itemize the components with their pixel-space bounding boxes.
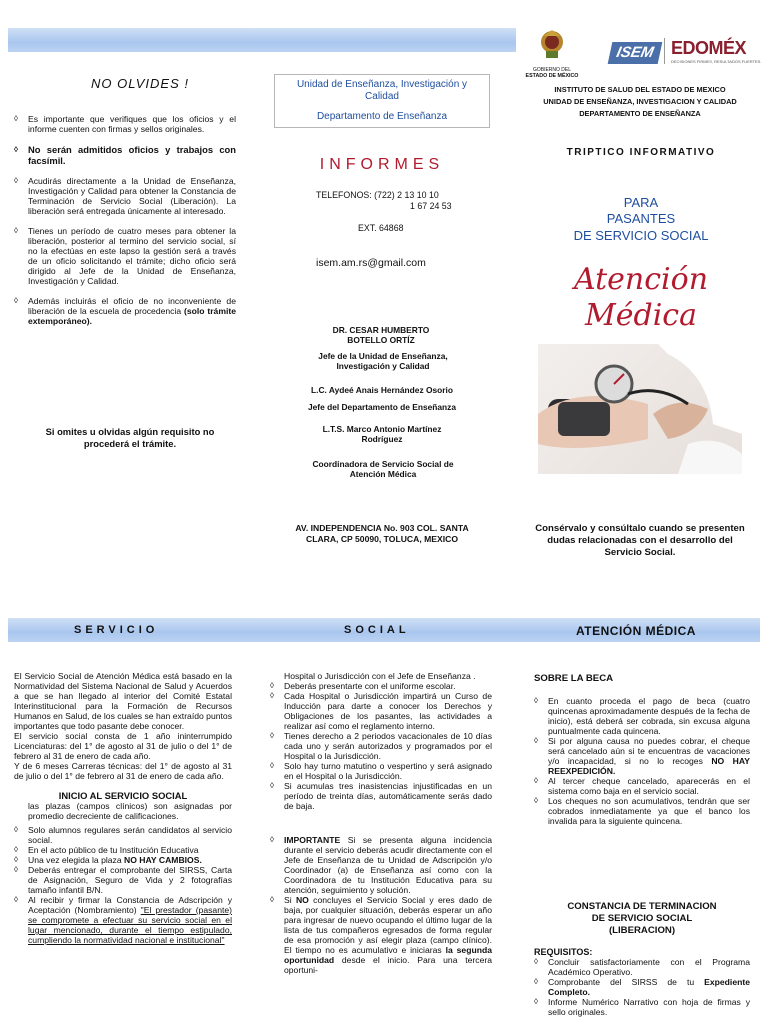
triptico-title: TRIPTICO INFORMATIVO	[566, 147, 716, 158]
list-item: ◊ Deberás entregar el comprobante del SIRSS, Carta de Asignación, Seguro de Vida y 2 fotografías tamaño infantil B/N.	[14, 865, 232, 895]
requisitos-list	[534, 947, 750, 1017]
list-item-emphasis: Expediente Completo.	[548, 977, 750, 997]
list-item-emphasis: (solo trámite extemporáneo).	[28, 306, 236, 326]
list-item	[534, 736, 750, 776]
warning-text: Si omites u olvidas algún requisito no procederá el trámite.	[45, 426, 215, 449]
unit-title: Unidad de Enseñanza, Investigación y Calidad	[296, 79, 468, 102]
isem-logo: ISEM	[608, 42, 663, 64]
unit-dept: Departamento de Enseñanza	[316, 111, 448, 122]
edomex-logo	[664, 38, 764, 64]
list-item-text: Una vez elegida la plaza	[28, 855, 125, 865]
band-label-social: SOCIAL	[344, 624, 410, 636]
gobierno-logo	[524, 28, 580, 79]
contact1-role: Jefe de la Unidad de Enseñanza, Investigación y Calidad	[318, 351, 448, 371]
col2	[270, 671, 492, 975]
importante-label: IMPORTANTE	[284, 835, 341, 845]
col2-top: Hospital o Jurisdicción con el Jefe de Enseñanza .	[284, 671, 476, 681]
importante-text: Si se presenta alguna incidencia durante el servicio deberás acudir directamente con el Jefe de Enseñanza de tu Unidad de Adscripción y/o Coordinador (a) de Enseñanza así como con la Coordinadora de tu Institución Educativa para su atención, seguimiento y solución.	[284, 835, 492, 895]
list-item: ◊ Al tercer cheque cancelado, aparecerás en el sistema como baja en el servicio social.	[534, 776, 750, 796]
no-text-c: desde el inicio. Para una tercera oportuni-	[284, 955, 492, 975]
contact2-name: L.C. Aydeé Anais Hernández Osorio	[311, 385, 453, 395]
list-item	[14, 855, 232, 865]
no-bold: la segunda oportunidad	[284, 945, 492, 965]
contact2-role: Jefe del Departamento de Enseñanza	[307, 402, 456, 412]
extension: EXT. 64868	[358, 223, 404, 233]
intro-paragraph: El Servicio Social de Atención Médica está basado en la Normatividad del Sistema Nacional de Salud y Acuerdos a que se han llegado al interior del Comité Estatal Interinstitucional para la Formación de Recursos Humanos en Salud, de los cuales se han extraído puntos importantes que todo pasante debe conocer.	[14, 671, 232, 731]
inicio-text: las plazas (campos clínicos) son asignadas por promedio decreciente de calificaciones.	[28, 801, 232, 821]
list-item-emphasis: NO HAY CAMBIOS.	[124, 855, 202, 865]
address: AV. INDEPENDENCIA No. 903 COL. SANTA CLARA, CP 50090, TOLUCA, MEXICO	[295, 523, 469, 544]
gobierno-label-1: GOBIERNO DEL	[532, 67, 572, 73]
blood-pressure-photo	[538, 344, 742, 474]
col1	[14, 671, 232, 945]
duration-paragraph: El servicio social consta de 1 año ininterrumpido Licenciaturas: del 1° de agosto al 31 de julio o del 1° de febrero al 31 de enero de cada año.	[14, 731, 232, 761]
contact3-name: L.T.S. Marco Antonio Martínez Rodríguez	[322, 424, 442, 444]
list-item: ◊ Concluir satisfactoriamente con el Programa Académico Operativo.	[534, 957, 750, 977]
servicio-social-label: DE SERVICIO SOCIAL	[573, 228, 709, 243]
institute-unit: UNIDAD DE ENSEÑANZA, INVESTIGACION Y CALIDAD	[543, 97, 737, 106]
list-item: ◊ Solo alumnos regulares serán candidatos al servicio social.	[14, 825, 232, 845]
para-label: PARA	[623, 195, 659, 210]
band-label-atencion: ATENCIÓN MÉDICA	[576, 624, 696, 638]
list-item-text: Comprobante del SIRSS de tu	[548, 977, 705, 987]
list-item: ◊ Acudirás directamente a la Unidad de Enseñanza, Investigación y Calidad para obtener la Constancia de Terminación de Servicio Social (Liberación). La liberación será entregada únicamente al interesado.	[14, 176, 236, 216]
list-item: ◊ Deberás presentarte con el uniforme escolar.	[270, 681, 492, 691]
list-item: ◊ No serán admitidos oficios y trabajos con facsímil.	[14, 144, 236, 166]
inicio-title: INICIO AL SERVICIO SOCIAL	[58, 790, 188, 801]
email[interactable]: isem.am.rs@gmail.com	[316, 257, 426, 269]
atencion-title-1: Atención	[573, 262, 709, 297]
top-band	[8, 28, 516, 52]
institute-name: INSTITUTO DE SALUD DEL ESTADO DE MEXICO	[554, 85, 726, 94]
phones-2: 1 67 24 53	[410, 201, 452, 211]
list-item-text: Al recibir y firmar la Constancia de Adscripción y Aceptación (Nombramiento)	[28, 895, 232, 915]
list-item-no-concluyes	[270, 895, 492, 975]
gobierno-label-2: ESTADO DE MÉXICO	[525, 73, 579, 79]
list-item: ◊ Es importante que verifiques que los oficios y el informe cuenten con firmas y sellos originales.	[14, 114, 236, 134]
list-item: ◊ Informe Numérico Narrativo con hoja de firmas y sello originales.	[534, 997, 750, 1017]
tecnicas-paragraph: Y de 6 meses Carreras técnicas: del 1° de agosto al 31 de julio o del 1° de febrero al 31 de enero de cada año.	[14, 761, 232, 781]
beca-title: SOBRE LA BECA	[534, 673, 614, 684]
list-item: ◊ Si acumulas tres inasistencias injustificadas en un período de treinta días, automáticamente serás dado de baja.	[270, 781, 492, 811]
keep-note: Consérvalo y consúltalo cuando se presenten dudas relacionadas con el desarrollo del Servicio Social.	[535, 523, 745, 558]
list-item-text: Además incluirás el oficio de no inconveniente de liberación de la escuela de procedencia	[28, 296, 236, 316]
informes-title: INFORMES	[319, 156, 445, 173]
contact3-role: Coordinadora de Servicio Social de Atención Médica	[312, 459, 454, 479]
pasantes-label: PASANTES	[606, 211, 676, 226]
list-item-importante	[270, 835, 492, 895]
list-item-emphasis: NO HAY REEXPEDICIÓN.	[548, 756, 751, 776]
no-text-b: concluyes el Servicio Social y eres dado de baja, por cualquier situación, deberás esperar un año para ingresar de nuevo ocupando el último lugar de la lista de tus compañeros egresados de forma regular de esa promoción y así elegir plaza (campo clínico). El tiempo no es acumulativo e iniciaras	[284, 895, 492, 955]
list-item: ◊ Cada Hospital o Jurisdicción impartirá un Curso de Inducción para darte a conocer los Derechos y Obligaciones de los pasantes, las actividades a realizar así como el reglamento interno.	[270, 691, 492, 731]
blood-pressure-image	[538, 344, 742, 474]
list-item	[14, 296, 236, 326]
atencion-title-2: Médica	[585, 298, 697, 333]
list-item: ◊ En el acto público de tu Institución Educativa	[14, 845, 232, 855]
list-item: ◊ Los cheques no son acumulativos, tendrán que ser cobrados inmediatamente ya que el banco los invalida para la siguiente quincena.	[534, 796, 750, 826]
constancia-title-2: DE SERVICIO SOCIAL	[591, 913, 693, 924]
list-item: ◊ Tienes un período de cuatro meses para obtener la liberación, posterior al termino del servicio social, sí no la efectúas en este lapso la gestión será a través de un oficio solicitando el trámite; dicho oficio será dirigido al Jefe de la Unidad de Enseñanza, Investigación y Calidad.	[14, 226, 236, 286]
constancia-title-1: CONSTANCIA DE TERMINACION	[567, 901, 717, 912]
no-label: NO	[295, 895, 309, 905]
constancia-title-3: (LIBERACION)	[608, 925, 676, 936]
col3	[534, 673, 750, 826]
contact1-name: DR. CESAR HUMBERTO BOTELLO ORTÍZ	[332, 325, 430, 345]
list-item-quote: "El prestador (pasante) se compromete a efectuar su servicio social en el lugar mencionado, durante el tiempo estipulado, cumpliendo la normatividad nacional e institucional"	[28, 905, 232, 945]
list-item: ◊ En cuanto proceda el pago de beca (cuatro quincenas aproximadamente después de la fecha de inicio), está deberá ser cobrada, sin excusa alguna puntualmente cada quincena.	[534, 696, 750, 736]
list-item-text: Si por alguna causa no puedes cobrar, el cheque será cancelado aún si te encuentras de vacaciones y/o incapacidad, si no lo recoges	[548, 736, 750, 766]
list-item: ◊ Tienes derecho a 2 periodos vacacionales de 10 días cada uno y serán autorizados y programados por el Hospital o la Jurisdicción.	[270, 731, 492, 761]
phones: TELEFONOS: (722) 2 13 10 10	[316, 190, 439, 200]
no-text-a: Si	[284, 895, 296, 905]
requisitos-title: REQUISITOS:	[534, 947, 593, 957]
institute-dept: DEPARTAMENTO DE ENSEÑANZA	[579, 109, 701, 118]
edomex-tagline: DECISIONES FIRMES, RESULTADOS FUERTES.	[671, 59, 762, 64]
no-olvides-title: NO OLVIDES !	[91, 76, 189, 91]
list-item: ◊ Solo hay turno matutino o vespertino y será asignado en el Hospital o la Jurisdicción.	[270, 761, 492, 781]
edomex-wordmark: EDOMÉX	[671, 38, 747, 58]
coat-of-arms-icon	[524, 28, 580, 62]
list-item	[534, 977, 750, 997]
no-olvides-list	[14, 114, 236, 326]
band-label-servicio: SERVICIO	[74, 624, 159, 636]
list-item	[14, 895, 232, 945]
